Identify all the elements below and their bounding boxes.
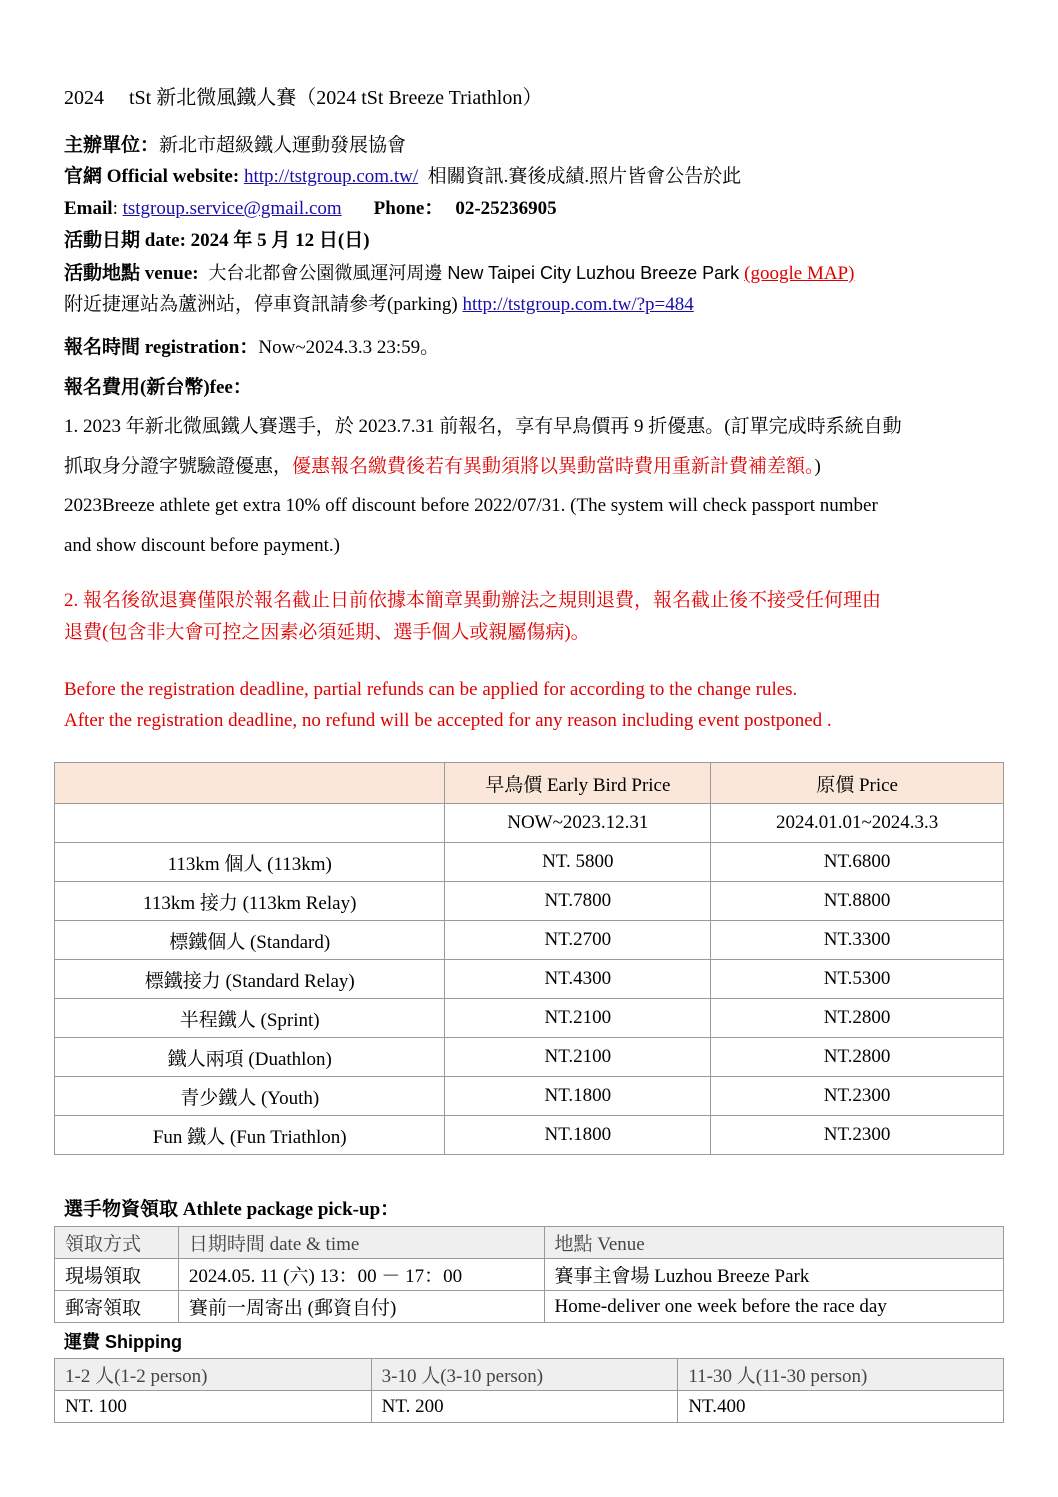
table-row	[55, 1291, 1004, 1323]
price-header-cell: 早鳥價 Early Bird Price	[445, 763, 711, 804]
regular-price-cell: NT.5300	[711, 960, 1004, 999]
early-price-cell: NT.4300	[445, 960, 711, 999]
phone-value: 02-25236905	[455, 198, 557, 219]
parking-line	[64, 293, 694, 317]
category-cell: 113km 接力 (113km Relay)	[55, 882, 445, 921]
registration-line	[64, 336, 439, 360]
email-link[interactable]: tstgroup.service@gmail.com	[122, 198, 342, 219]
organizer-value: 新北市超級鐵人運動發展協會	[159, 135, 407, 156]
registration-label: 報名時間 registration：	[64, 337, 259, 358]
shipping-fee-cell: NT. 100	[55, 1391, 372, 1423]
note-1-line-2	[64, 455, 821, 479]
table-row	[55, 1259, 1004, 1291]
email-label: Email	[64, 198, 113, 219]
shipping-fee-cell: NT.400	[678, 1391, 1004, 1423]
organizer-line	[64, 134, 406, 158]
shipping-table	[54, 1358, 1004, 1423]
regular-price-cell: NT.3300	[711, 921, 1004, 960]
contact-line	[64, 197, 557, 221]
table-row	[55, 999, 1004, 1038]
regular-price-cell: NT.8800	[711, 882, 1004, 921]
website-note: 相關資訊.賽後成績.照片皆會公告於此	[418, 166, 742, 187]
regular-price-cell: NT.2300	[711, 1116, 1004, 1155]
price-table	[54, 762, 1004, 1155]
period-cell: 2024.01.01~2024.3.3	[711, 804, 1004, 843]
pickup-time-cell: 賽前一周寄出 (郵資自付)	[178, 1291, 544, 1323]
regular-price-cell: NT.2800	[711, 999, 1004, 1038]
price-period-row	[55, 804, 1004, 843]
pickup-heading: 選手物資領取 Athlete package pick-up：	[64, 1199, 400, 1220]
pickup-method-cell: 郵寄領取	[55, 1291, 179, 1323]
venue-value: 大台北都會公園微風運河周邊 New Taipei City Luzhou Breeze Park	[203, 263, 745, 283]
category-cell: 鐵人兩項 (Duathlon)	[55, 1038, 445, 1077]
early-price-cell: NT.2100	[445, 1038, 711, 1077]
regular-price-cell: NT.2300	[711, 1077, 1004, 1116]
note-2-line-1: 2. 報名後欲退賽僅限於報名截止日前依據本簡章異動辦法之規則退費，報名截止後不接受任何理由	[64, 590, 882, 611]
google-map-link[interactable]: (google MAP)	[744, 263, 855, 284]
pickup-header-cell: 日期時間 date & time	[178, 1227, 544, 1259]
pickup-time-cell: 2024.05. 11 (六) 13：00 － 17：00	[178, 1259, 544, 1291]
shipping-heading: 運費 Shipping	[64, 1332, 182, 1352]
table-row	[55, 843, 1004, 882]
note-2-line-2: 退費(包含非大會可控之因素必須延期、選手個人或親屬傷病)。	[64, 622, 590, 643]
fee-heading: 報名費用(新台幣)fee：	[64, 377, 252, 398]
price-header-cell	[55, 763, 445, 804]
regular-price-cell: NT.6800	[711, 843, 1004, 882]
website-link[interactable]: http://tstgroup.com.tw/	[243, 166, 419, 187]
note-1-line-1: 1. 2023 年新北微風鐵人賽選手，於 2023.7.31 前報名，享有早鳥價再 9 折優惠。(訂單完成時系統自動	[64, 416, 902, 437]
period-cell	[55, 804, 445, 843]
table-row	[55, 960, 1004, 999]
table-row	[55, 1038, 1004, 1077]
early-price-cell: NT.1800	[445, 1116, 711, 1155]
pickup-table	[54, 1226, 1004, 1323]
shipping-fee-cell: NT. 200	[371, 1391, 678, 1423]
pickup-method-cell: 現場領取	[55, 1259, 179, 1291]
venue-line	[64, 261, 854, 286]
note-1-warning: 優惠報名繳費後若有異動須將以異動當時費用重新計費補差額。	[292, 456, 815, 477]
organizer-label: 主辦單位：	[64, 135, 160, 156]
document-title: 2024 tSt 新北微風鐵人賽（2024 tSt Breeze Triathlon）	[64, 87, 543, 109]
event-date: 活動日期 date: 2024 年 5 月 12 日(日)	[64, 230, 370, 251]
note-1-line-3: 2023Breeze athlete get extra 10% off discount before 2022/07/31. (The system will check passport number	[64, 495, 878, 516]
shipping-header-cell: 3-10 人(3-10 person)	[371, 1359, 678, 1391]
note-1-text: 抓取身分證字號驗證優惠，	[64, 456, 293, 477]
category-cell: 青少鐵人 (Youth)	[55, 1077, 445, 1116]
shipping-header-row	[55, 1359, 1004, 1391]
table-row	[55, 1077, 1004, 1116]
table-row	[55, 921, 1004, 960]
category-cell: Fun 鐵人 (Fun Triathlon)	[55, 1116, 445, 1155]
venue-label: 活動地點 venue:	[64, 263, 204, 284]
shipping-header-cell: 1-2 人(1-2 person)	[55, 1359, 372, 1391]
note-3-line-1: Before the registration deadline, partial refunds can be applied for according to the change rules.	[64, 679, 798, 700]
price-header-row	[55, 763, 1004, 804]
pickup-header-cell: 領取方式	[55, 1227, 179, 1259]
category-cell: 標鐵接力 (Standard Relay)	[55, 960, 445, 999]
email-separator: :	[112, 198, 123, 219]
table-row	[55, 1391, 1004, 1423]
category-cell: 半程鐵人 (Sprint)	[55, 999, 445, 1038]
table-row	[55, 882, 1004, 921]
shipping-header-cell: 11-30 人(11-30 person)	[678, 1359, 1004, 1391]
table-row	[55, 1116, 1004, 1155]
website-line	[64, 165, 741, 189]
note-3-line-2: After the registration deadline, no refund will be accepted for any reason including event postponed .	[64, 710, 832, 731]
early-price-cell: NT.2700	[445, 921, 711, 960]
registration-value: Now~2024.3.3 23:59。	[258, 337, 440, 358]
early-price-cell: NT.7800	[445, 882, 711, 921]
pickup-venue-cell: Home-deliver one week before the race day	[544, 1291, 1004, 1323]
early-price-cell: NT.1800	[445, 1077, 711, 1116]
early-price-cell: NT.2100	[445, 999, 711, 1038]
note-1-end: )	[814, 456, 821, 477]
phone-label: Phone：	[373, 198, 444, 219]
parking-link[interactable]: http://tstgroup.com.tw/?p=484	[462, 294, 694, 315]
pickup-header-row	[55, 1227, 1004, 1259]
pickup-header-cell: 地點 Venue	[544, 1227, 1004, 1259]
note-1-line-4: and show discount before payment.)	[64, 535, 340, 556]
pickup-venue-cell: 賽事主會場 Luzhou Breeze Park	[544, 1259, 1004, 1291]
price-header-cell: 原價 Price	[711, 763, 1004, 804]
period-cell: NOW~2023.12.31	[445, 804, 711, 843]
regular-price-cell: NT.2800	[711, 1038, 1004, 1077]
category-cell: 標鐵個人 (Standard)	[55, 921, 445, 960]
parking-text: 附近捷運站為蘆洲站，停車資訊請參考(parking)	[64, 294, 463, 315]
early-price-cell: NT. 5800	[445, 843, 711, 882]
category-cell: 113km 個人 (113km)	[55, 843, 445, 882]
website-label: 官網 Official website:	[64, 166, 244, 187]
